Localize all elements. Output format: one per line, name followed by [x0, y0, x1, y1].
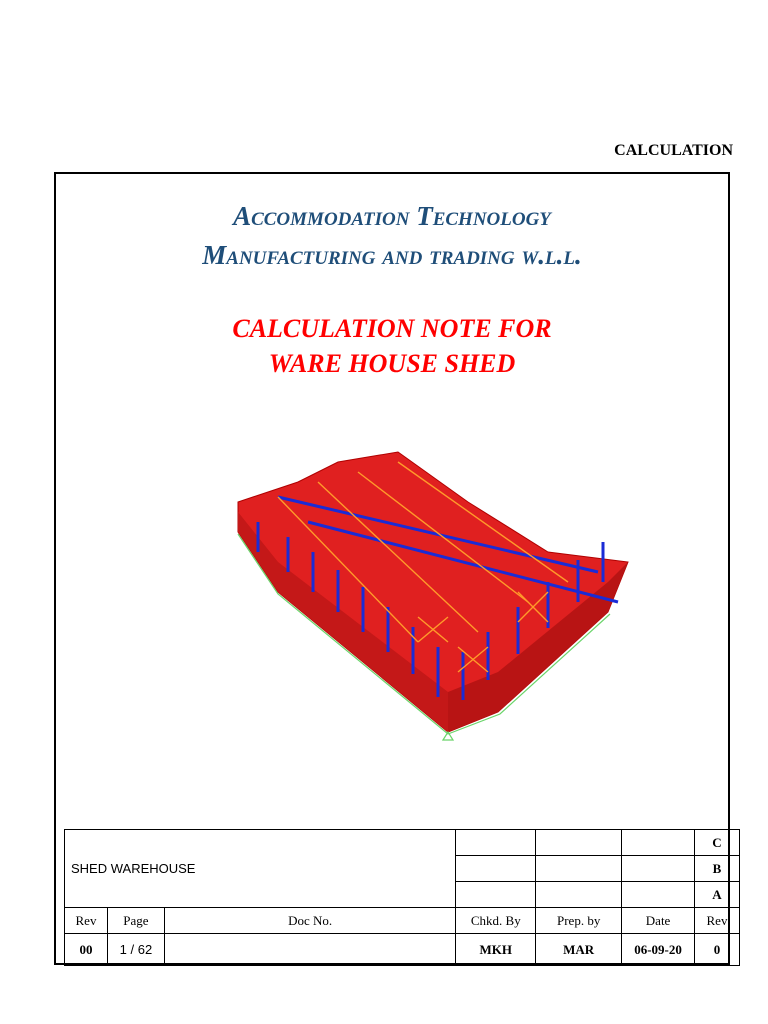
prep-by-header: Prep. by	[536, 908, 622, 934]
date-cell-a	[622, 882, 695, 908]
chkd-by-value: MKH	[456, 934, 536, 966]
document-type-label: CALCULATION	[614, 142, 733, 159]
date-value: 06-09-20	[622, 934, 695, 966]
document-title-line-1: CALCULATION NOTE FOR	[232, 314, 552, 343]
revision-row-c: C	[695, 830, 740, 856]
title-block-table	[64, 829, 740, 966]
date-cell-c	[622, 830, 695, 856]
revision-row-a: A	[695, 882, 740, 908]
chkd-cell-c	[456, 830, 536, 856]
revision-row-b: B	[695, 856, 740, 882]
rev-value-2: 0	[695, 934, 740, 966]
prep-by-value: MAR	[536, 934, 622, 966]
prep-cell-c	[536, 830, 622, 856]
prep-cell-a	[536, 882, 622, 908]
chkd-by-header: Chkd. By	[456, 908, 536, 934]
date-header: Date	[622, 908, 695, 934]
page-header: Page	[107, 908, 164, 934]
date-cell-b	[622, 856, 695, 882]
chkd-cell-b	[456, 856, 536, 882]
doc-no-header: Doc No.	[164, 908, 455, 934]
prep-cell-b	[536, 856, 622, 882]
chkd-cell-a	[456, 882, 536, 908]
company-name-line-2: Manufacturing and trading w.l.l.	[202, 240, 582, 270]
document-title-line-2: WARE HOUSE SHED	[268, 349, 516, 378]
rev-header: Rev	[65, 908, 108, 934]
cover-frame	[54, 172, 730, 965]
structure-3d-model-image	[218, 442, 638, 742]
project-name-cell: SHED WAREHOUSE	[65, 830, 456, 908]
rev-value: 00	[65, 934, 108, 966]
company-name-line-1: Accommodation Technology	[233, 201, 551, 231]
doc-no-value	[164, 934, 455, 966]
page-value: 1 / 62	[107, 934, 164, 966]
rev-header-2: Rev	[695, 908, 740, 934]
